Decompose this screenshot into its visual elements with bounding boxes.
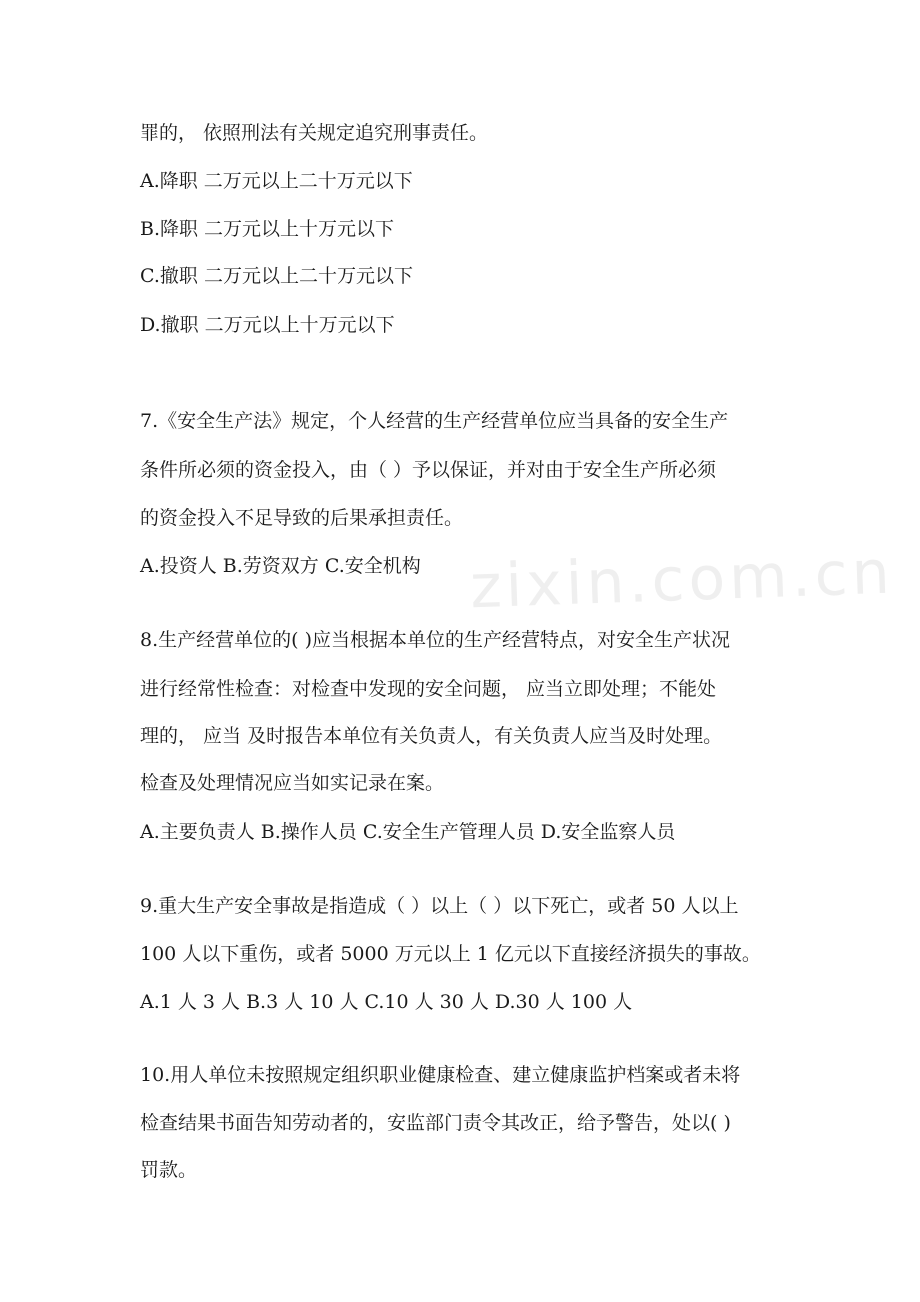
q7-text-line-1: 7.《安全生产法》规定，个人经营的生产经营单位应当具备的安全生产 (140, 410, 729, 432)
q8-text-line-4: 检查及处理情况应当如实记录在案。 (140, 772, 445, 794)
q8-text-line-2: 进行经常性检查：对检查中发现的安全问题， 应当立即处理；不能处 (140, 678, 717, 700)
q8-text-line-3: 理的， 应当 及时报告本单位有关负责人，有关负责人应当及时处理。 (140, 725, 723, 747)
q9-options: A.1 人 3 人 B.3 人 10 人 C.10 人 30 人 D.30 人 100 人 (140, 991, 633, 1013)
q10-text-line-1: 10.用人单位未按照规定组织职业健康检查、建立健康监护档案或者未将 (140, 1064, 741, 1086)
prev-option-a: A.降职 二万元以上二十万元以下 (140, 170, 413, 192)
prev-question-tail: 罪的， 依照刑法有关规定追究刑事责任。 (140, 122, 489, 144)
q7-text-line-2: 条件所必须的资金投入，由（ ）予以保证，并对由于安全生产所必须 (140, 459, 717, 481)
prev-option-d: D.撤职 二万元以上十万元以下 (140, 314, 395, 336)
prev-option-c: C.撤职 二万元以上二十万元以下 (140, 265, 413, 287)
q10-text-line-2: 检查结果书面告知劳动者的，安监部门责令其改正，给予警告，处以( ) (140, 1112, 731, 1134)
q8-options: A.主要负责人 B.操作人员 C.安全生产管理人员 D.安全监察人员 (140, 821, 676, 843)
q9-text-line-1: 9.重大生产安全事故是指造成（ ）以上（ ）以下死亡，或者 50 人以上 (140, 895, 739, 917)
watermark: zixin.com.cn (468, 537, 895, 623)
q8-text-line-1: 8.生产经营单位的( )应当根据本单位的生产经营特点，对安全生产状况 (140, 629, 730, 651)
q10-text-line-3: 罚款。 (140, 1159, 198, 1181)
q9-text-line-2: 100 人以下重伤，或者 5000 万元以上 1 亿元以下直接经济损失的事故。 (140, 943, 761, 965)
q7-options: A.投资人 B.劳资双方 C.安全机构 (140, 555, 421, 577)
q7-text-line-3: 的资金投入不足导致的后果承担责任。 (140, 507, 464, 529)
prev-option-b: B.降职 二万元以上十万元以下 (140, 218, 395, 240)
